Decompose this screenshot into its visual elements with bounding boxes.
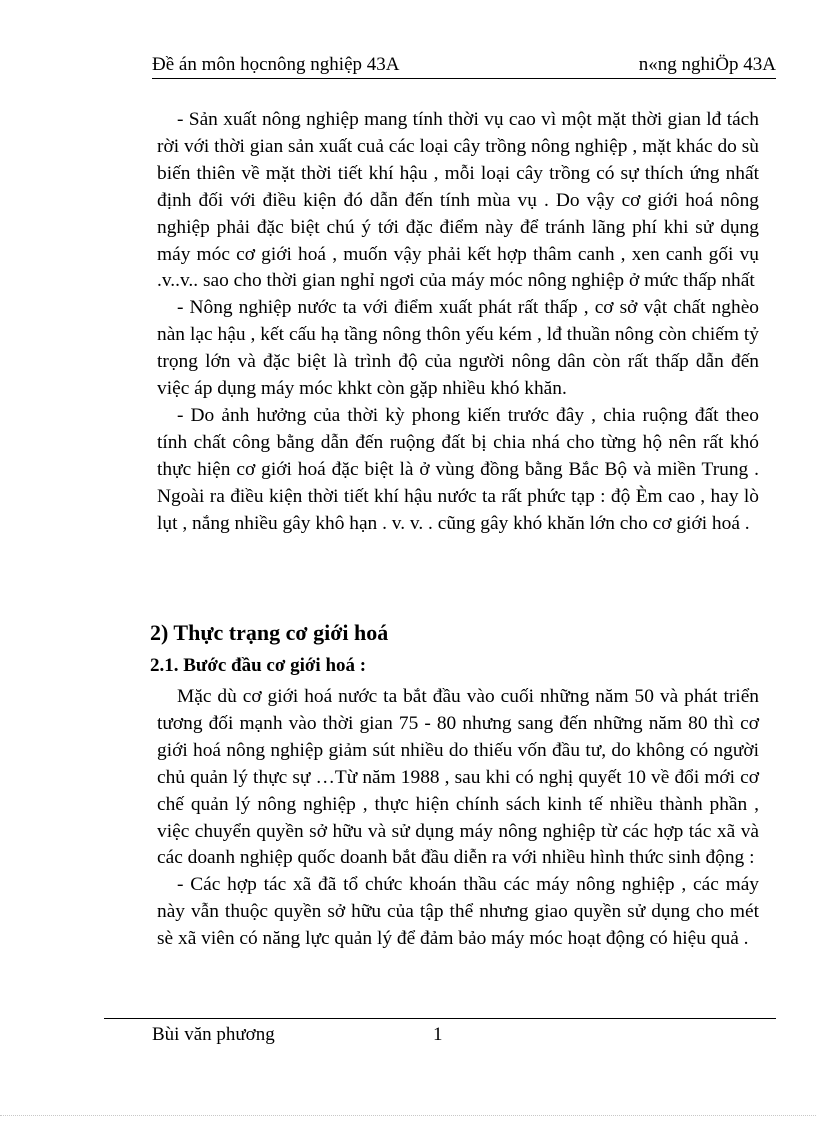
footer-author: Bùi văn phương — [152, 1024, 275, 1045]
section-text — [157, 684, 759, 953]
page-number: 1 — [433, 1024, 443, 1045]
page-header — [152, 52, 776, 79]
paragraph-history: Mặc dù cơ giới hoá nước ta bắt đầu vào cuối những năm 50 và phát triển tương đối mạnh vào thời gian 75 - 80 nhưng sang đến những năm 80 thì cơ giới hoá nông nghiệp giảm sút nhiều do thiếu vốn đầu tư, do không có người chủ quản lý thực sự …Từ năm 1988 , sau khi có nghị quyết 10 về đổi mới cơ chế quản lý nông nghiệp , thực hiện chính sách kinh tế nhiều thành phần , việc chuyển quyền sở hữu và sử dụng máy nông nghiệp từ các hợp tác xã và các doanh nghiệp quốc doanh bắt đầu diễn ra với nhiều hình thức sinh động : — [157, 686, 759, 869]
footer-divider — [104, 1018, 776, 1019]
paragraph-cooperatives: - Các hợp tác xã đã tổ chức khoán thầu các máy nông nghiệp , các máy này vẫn thuộc quyền sở hữu của tập thể nhưng giao quyền sử dụng cho mét sè xã viên có năng lực quản lý để đảm bảo máy móc hoạt động có hiệu quả . — [157, 874, 759, 950]
header-course-label: n«ng nghiÖp 43A — [638, 54, 776, 75]
paragraph-low-starting-point: - Nông nghiệp nước ta với điểm xuất phát rất thấp , cơ sở vật chất nghèo nàn lạc hậu , kết cấu hạ tầng nông thôn yếu kém , lđ thuần nông còn chiếm tỷ trọng lớn và đặc biệt là trình độ của người nông dân còn rất thấp dẫn đến việc áp dụng máy móc khkt còn gặp nhiều khó khăn. — [157, 297, 759, 400]
paragraph-land-division: - Do ảnh hưởng của thời kỳ phong kiến trước đây , chia ruộng đất theo tính chất công bằng dẫn đến ruộng đất bị chia nhá cho từng hộ nên rất khó thực hiện cơ giới hoá đặc biệt là ở vùng đồng bằng Bắc Bộ và miền Trung . Ngoài ra điều kiện thời tiết khí hậu nước ta rất phức tạp : độ Èm cao , hay lò lụt , nắng nhiều gây khô hạn . v. v. . cũng gây khó khăn lớn cho cơ giới hoá . — [157, 404, 759, 534]
header-document-title: Đề án môn họcnông nghiệp 43A — [152, 54, 400, 75]
section-heading: 2) Thực trạng cơ giới hoá — [150, 620, 389, 645]
paragraph-seasonality: - Sản xuất nông nghiệp mang tính thời vụ cao vì một mặt thời gian lđ tách rời với thời gian sản xuất cuả các loại cây trồng nông nghiệp , mặt khác do sù biến thiên về mặt thời tiết khí hậu , mỗi loại cây trồng có sự thích ứng nhất định đối với điều kiện đó dẫn đến tính mùa vụ . Do vậy cơ giới hoá nông nghiệp phải đặc biệt chú ý tới đặc điểm này để tránh lãng phí khi sử dụng máy móc cơ giới hoá , muốn vậy phải kết hợp thâm canh , xen canh gối vụ .v..v.. sao cho thời gian nghỉ ngơi của máy móc nông nghiệp ở mức thấp nhất — [157, 109, 759, 292]
subsection-heading: 2.1. Bước đầu cơ giới hoá : — [150, 655, 367, 676]
page-bottom-dotted-rule — [0, 1115, 816, 1116]
intro-text — [157, 107, 759, 538]
